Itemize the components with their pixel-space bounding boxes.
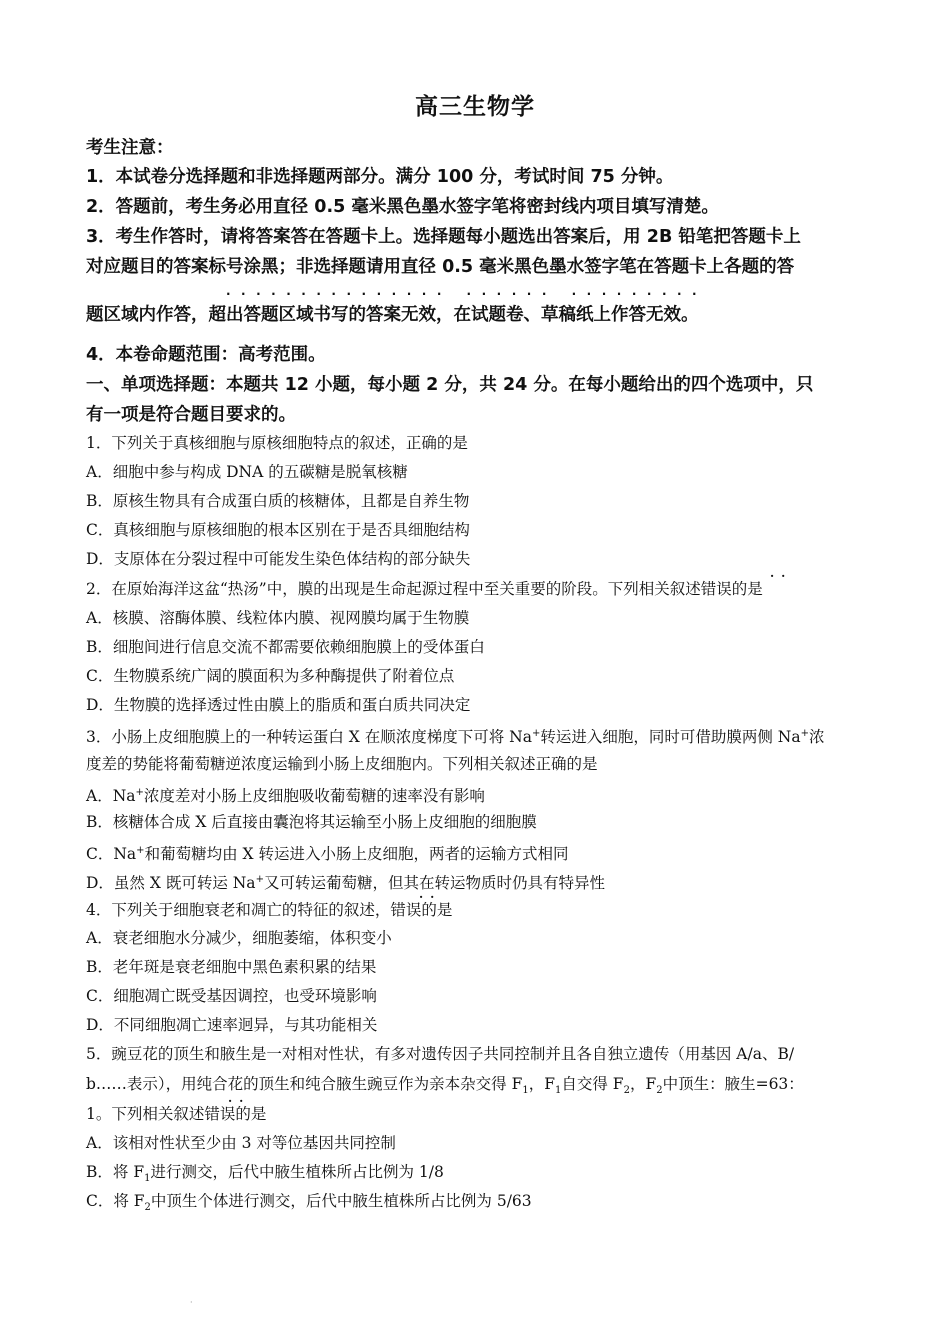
question-5-option-c	[86, 1190, 876, 1219]
subscript: 2	[623, 1085, 630, 1097]
question-2-option-b: B．细胞间进行信息交流不都需要依赖细胞膜上的受体蛋白	[86, 638, 485, 656]
emphasis-dots: ··	[770, 569, 793, 583]
stem-text: 转运进入细胞，同时可借助膜两侧 Na	[540, 728, 801, 747]
emphasis-dots: ··············· ······ ·········	[226, 287, 708, 301]
option-text: 浓度差对小肠上皮细胞吸收葡萄糖的速率没有影响	[143, 787, 485, 806]
superscript: +	[531, 728, 541, 739]
subscript: 1	[555, 1085, 562, 1097]
option-text: C．将 F	[86, 1192, 145, 1210]
question-2-stem: 2．在原始海洋这盆“热汤”中，膜的出现是生命起源过程中至关重要的阶段。下列相关叙述错误的是	[86, 580, 763, 598]
stem-text: ，F	[629, 1075, 657, 1093]
notice-item-1: 1．本试卷分选择题和非选择题两部分。满分 100 分，考试时间 75 分钟。	[86, 167, 674, 187]
question-2-option-a: A．核膜、溶酶体膜、线粒体内膜、视网膜均属于生物膜	[86, 609, 470, 627]
notice-item-2: 2．答题前，考生务必用直径 0.5 毫米黑色墨水签字笔将密封线内项目填写清楚。	[86, 197, 719, 217]
question-5-stem-cont2: 1。下列相关叙述错误的是	[86, 1105, 267, 1123]
question-4-option-b: B．老年斑是衰老细胞中黑色素积累的结果	[86, 958, 377, 976]
question-1-stem: 1．下列关于真核细胞与原核细胞特点的叙述，正确的是	[86, 434, 468, 452]
notice-item-4: 4．本卷命题范围：高考范围。	[86, 345, 326, 365]
footer-mark: ·	[190, 1298, 193, 1307]
subscript: 1	[522, 1085, 529, 1097]
page-title: 高三生物学	[415, 94, 535, 120]
superscript: +	[800, 728, 809, 739]
question-2-option-d: D．生物膜的选择透过性由膜上的脂质和蛋白质共同决定	[86, 696, 471, 714]
question-2-option-c: C．生物膜系统广阔的膜面积为多种酶提供了附着位点	[86, 667, 455, 685]
stem-text: b……表示），用纯合花的顶生和纯合腋生豌豆作为亲本杂交得 F	[86, 1075, 523, 1093]
superscript: +	[255, 874, 264, 885]
question-1-option-a: A．细胞中参与构成 DNA 的五碳糖是脱氧核糖	[86, 463, 408, 481]
option-text: 又可转运葡萄糖，但其在转运物质时仍具有特异性	[263, 874, 605, 893]
question-5-stem: 5．豌豆花的顶生和腋生是一对相对性状，有多对遗传因子共同控制并且各自独立遗传（用基因 A/a、B/	[86, 1045, 795, 1063]
option-text: C．Na	[86, 845, 137, 864]
notice-item-3-cont: 对应题目的答案标号涂黑；非选择题请用直径 0.5 毫米黑色墨水签字笔在答题卡上各题的答	[86, 257, 795, 277]
question-1-option-c: C．真核细胞与原核细胞的根本区别在于是否具细胞结构	[86, 521, 470, 539]
option-text: B．将 F	[86, 1163, 145, 1181]
superscript: +	[135, 787, 144, 798]
option-text: D．虽然 X 既可转运 Na	[86, 874, 256, 893]
superscript: +	[136, 845, 145, 856]
stem-text: 3．小肠上皮细胞膜上的一种转运蛋白 X 在顺浓度梯度下可将 Na	[86, 728, 532, 747]
section-heading-cont: 有一项是符合题目要求的。	[86, 405, 296, 425]
question-1-option-b: B．原核生物具有合成蛋白质的核糖体，且都是自养生物	[86, 492, 470, 510]
question-5-option-b	[86, 1161, 876, 1190]
question-3-option-c	[86, 840, 876, 865]
stem-text: 中顶生：腋生=63：	[662, 1075, 804, 1093]
option-text: 和葡萄糖均由 X 转运进入小肠上皮细胞，两者的运输方式相同	[144, 845, 569, 864]
stem-text: ，F	[528, 1075, 555, 1093]
option-text: 中顶生个体进行测交，后代中腋生植株所占比例为 5/63	[150, 1192, 532, 1210]
question-3-option-a	[86, 782, 876, 807]
subscript: 2	[656, 1085, 663, 1097]
notice-item-3: 3．考生作答时，请将答案答在答题卡上。选择题每小题选出答案后，用 2B 铅笔把答题卡上	[86, 227, 801, 247]
question-4-option-a: A．衰老细胞水分减少，细胞萎缩，体积变小	[86, 929, 392, 947]
emphasis-dots: ··	[419, 890, 442, 904]
subscript: 1	[144, 1173, 151, 1185]
stem-text: 自交得 F	[561, 1075, 624, 1093]
question-4-option-c: C．细胞凋亡既受基因调控，也受环境影响	[86, 987, 377, 1005]
emphasis-dots: ··	[228, 1094, 251, 1108]
notice-item-3-cont2: 题区域内作答，超出答题区域书写的答案无效，在试题卷、草稿纸上作答无效。	[86, 305, 699, 325]
question-1-option-d: D．支原体在分裂过程中可能发生染色体结构的部分缺失	[86, 550, 471, 568]
option-text: 进行测交，后代中腋生植株所占比例为 1/8	[150, 1163, 444, 1181]
question-5-stem-cont	[86, 1073, 876, 1102]
question-5-option-a: A．该相对性状至少由 3 对等位基因共同控制	[86, 1134, 396, 1152]
question-3-option-d	[86, 869, 876, 894]
question-4-stem: 4．下列关于细胞衰老和凋亡的特征的叙述，错误的是	[86, 901, 453, 919]
question-3-stem	[86, 723, 876, 748]
question-3-option-b: B．核糖体合成 X 后直接由囊泡将其运输至小肠上皮细胞的细胞膜	[86, 813, 537, 831]
option-text: A．Na	[86, 787, 136, 806]
notice-heading: 考生注意：	[86, 138, 174, 158]
section-heading: 一、单项选择题：本题共 12 小题，每小题 2 分，共 24 分。在每小题给出的四个选项中，只	[86, 375, 814, 395]
question-3-stem-cont: 度差的势能将葡萄糖逆浓度运输到小肠上皮细胞内。下列相关叙述正确的是	[86, 755, 598, 773]
question-4-option-d: D．不同细胞凋亡速率迥异，与其功能相关	[86, 1016, 378, 1034]
subscript: 2	[144, 1202, 151, 1214]
stem-text: 浓	[809, 728, 825, 747]
